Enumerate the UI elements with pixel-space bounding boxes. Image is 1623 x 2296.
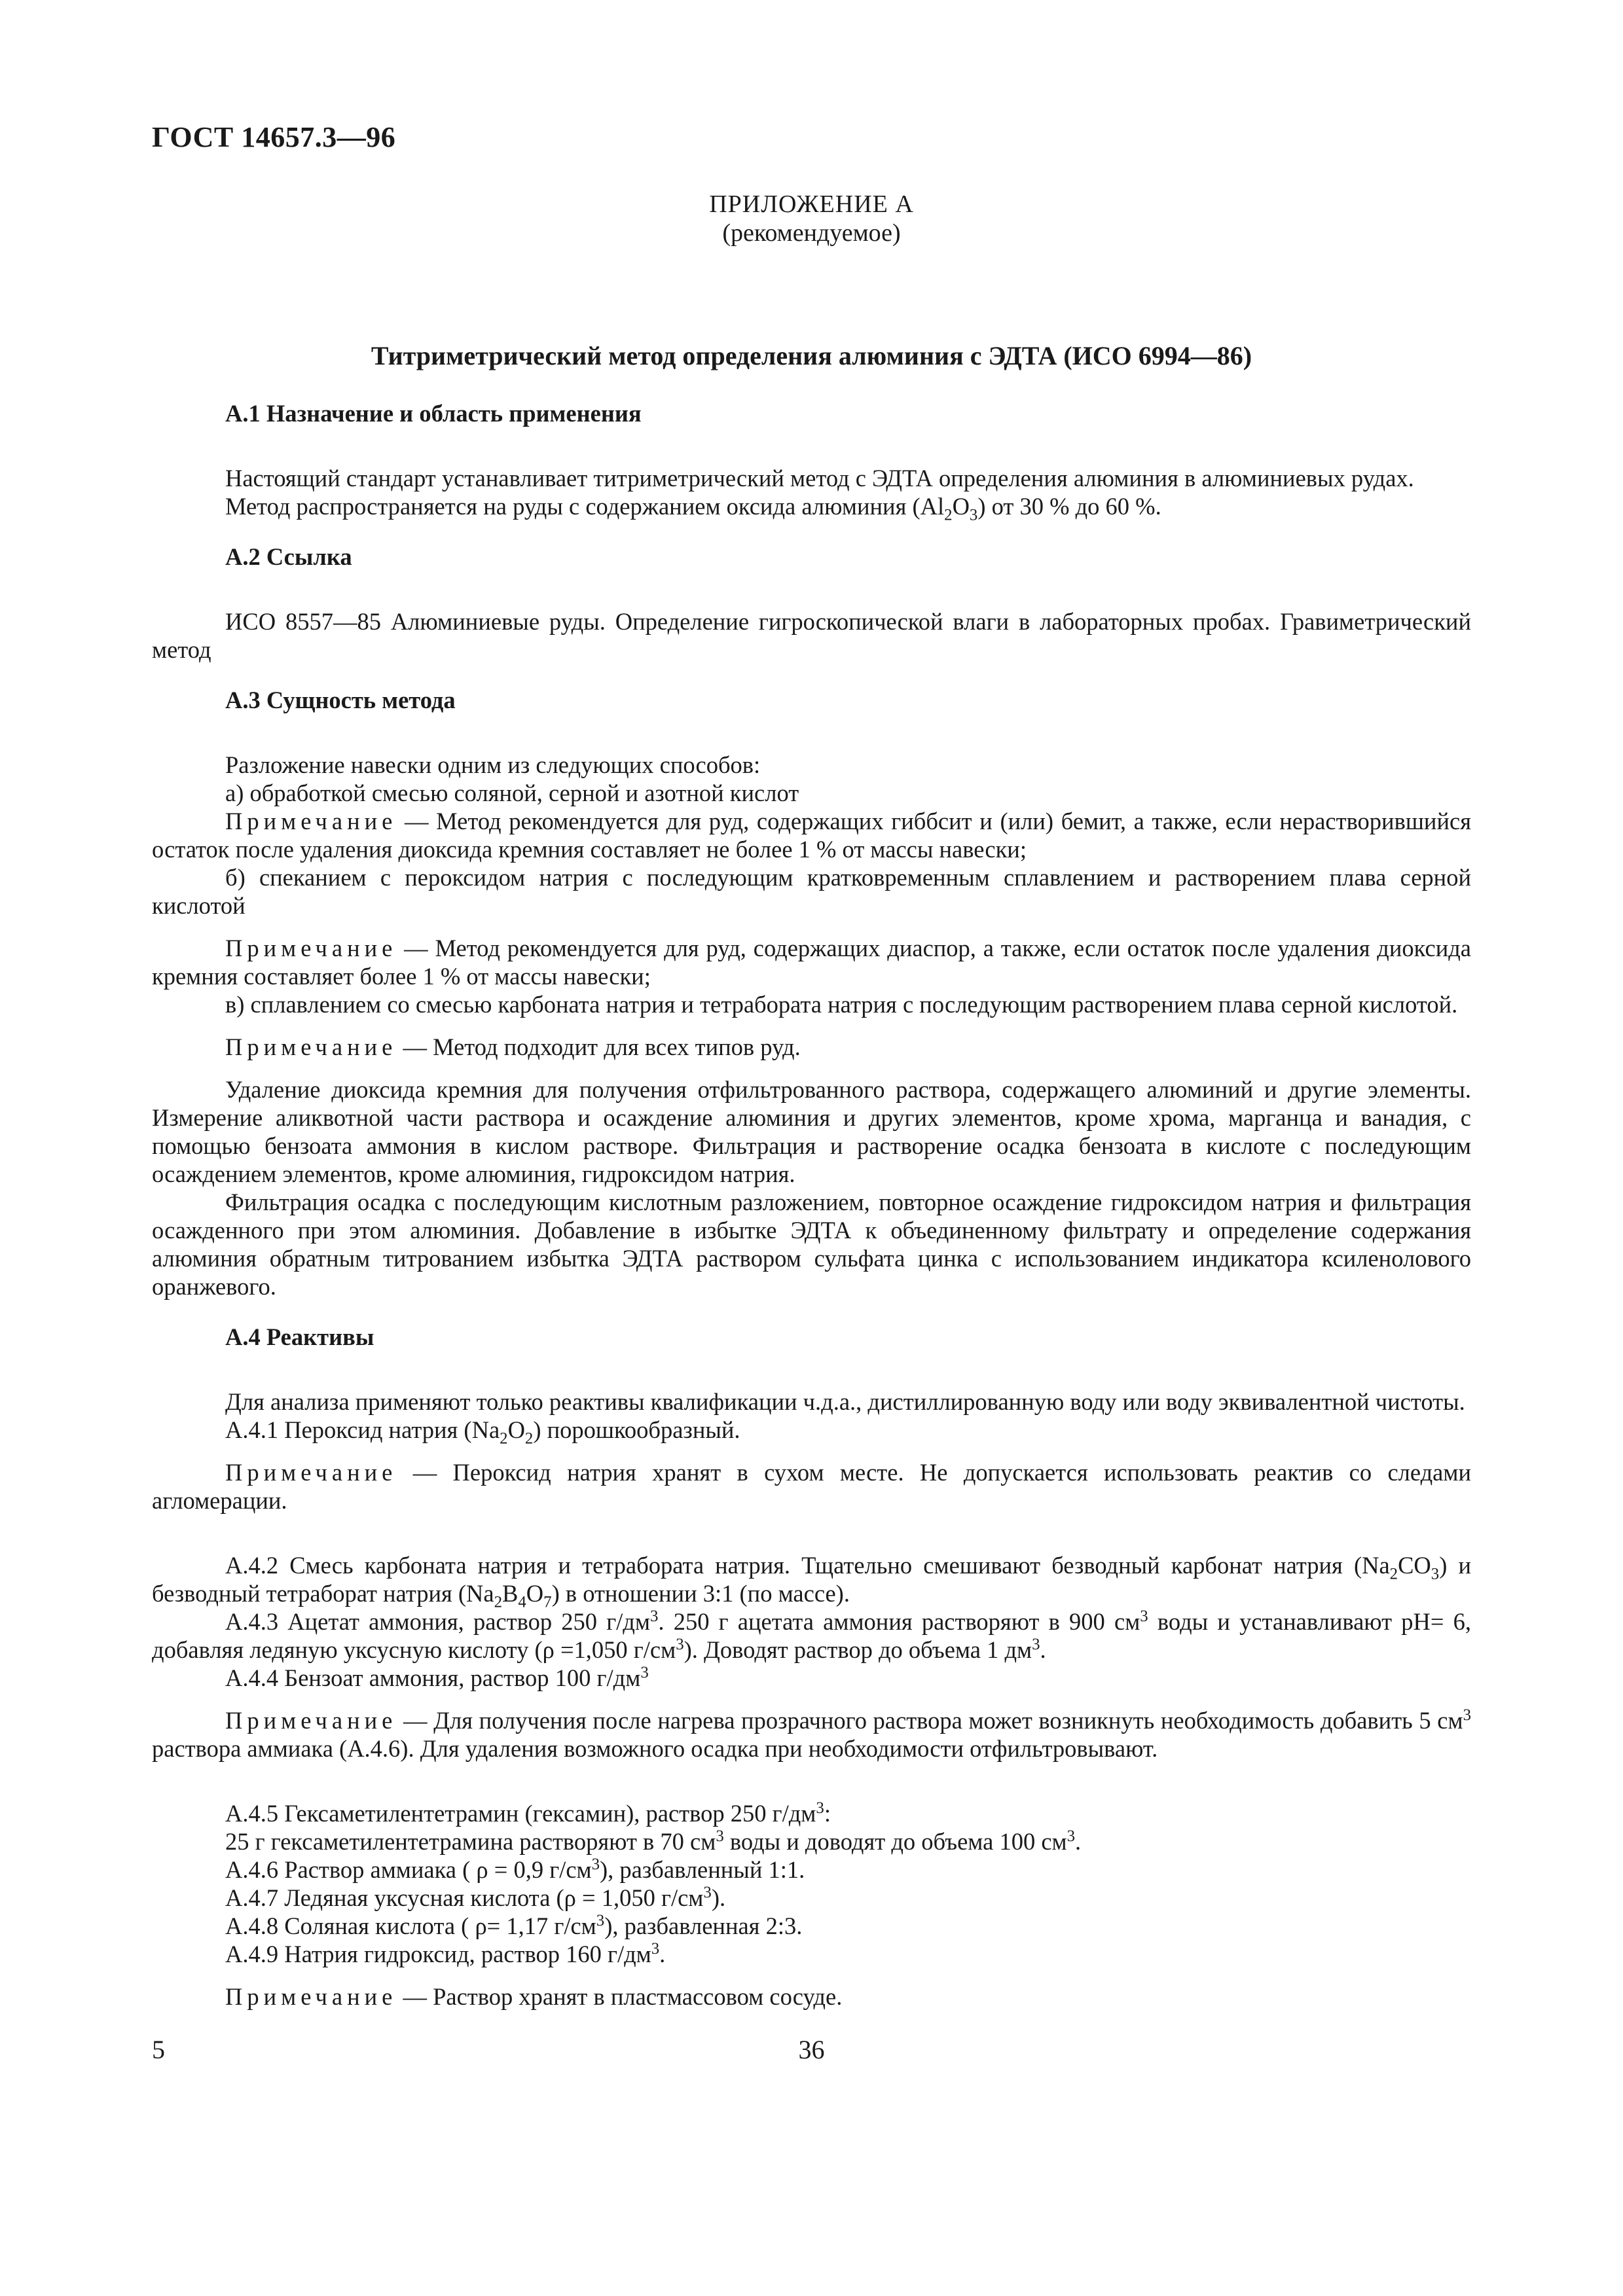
a3-item-b: б) спеканием с пероксидом натрия с последующим кратковременным сплавлением и растворением плава серной кислотой [152,864,1471,919]
a3-paragraph-1: Разложение навески одним из следующих способов: [225,751,761,778]
a4-note-1: Примечание — Пероксид натрия хранят в сухом месте. Не допускается использовать реактив со следами агломерации. [152,1459,1471,1514]
a4-item-9: А.4.9 Натрия гидроксид, раствор 160 $г/дм^3$. [225,1939,666,1967]
a3-item-c: в) сплавлением со смесью карбоната натрия и тетрабората натрия с последующим растворением плава серной кислотой. [225,991,1458,1018]
a3-item-a: а) обработкой смесью соляной, серной и азотной кислот [225,780,799,806]
a4-note-3: Примечание — Раствор хранят в пластмассовом сосуде. [225,1983,843,2010]
document-id: ГОСТ 14657.3—96 [152,121,396,153]
a4-item-3: А.4.3 Ацетат аммония, раствор 250 $г/дм^3$. 250 г ацетата аммония растворяют в 900 $см^3$ воды и устанавливают рН= 6, добавляя ледяную уксусную кислоту (ρ =1,050 $г/см^3$). Доводят раствор до объема 1 $дм^3$. [152,1607,1471,1663]
a4-item-5: А.4.5 Гексаметилентетрамин (гексамин), раствор 250 $г/дм^3$: [225,1799,831,1827]
section-heading-a2: А.2 Ссылка [225,543,352,570]
appendix-title: ПРИЛОЖЕНИЕ А [709,190,914,218]
a4-item-5-line-2: 25 г гексаметилентетрамина растворяют в 70 $см^3$ воды и доводят до объема 100 $см^3$. [225,1827,1082,1855]
a4-item-2: А.4.2 Смесь карбоната натрия и тетрабората натрия. Тщательно смешивают безводный карбонат натрия $(Na_2CO_3)$ и безводный тетраборат натрия $(Na_2B_4O_7)$ в отношении 3:1 (по массе). [152,1552,1471,1611]
a4-item-4: А.4.4 Бензоат аммония, раствор 100 $г/дм^3$ [225,1663,649,1691]
appendix-subtitle: (рекомендуемое) [722,219,901,247]
footer-left-number: 5 [152,2035,165,2064]
a1-paragraph-2: Метод распространяется на руды с содержанием оксида алюминия $(Al_2O_3)$ от 30 % до 60 %. [225,493,1161,524]
document-body [152,399,1471,2011]
a3-note-2: Примечание — Метод рекомендуется для руд, содержащих диаспор, а также, если остаток после удаления диоксида кремния составляет более 1 % от массы навески; [152,935,1471,990]
a4-note-2: Примечание — Для получения после нагрева прозрачного раствора может возникнуть необходимость добавить 5 $см^3$ раствора аммиака (А.4.6). Для удаления возможного осадка при необходимости отфильтровывают. [152,1706,1471,1762]
page-number: 36 [798,2035,825,2064]
section-heading-a3: А.3 Сущность метода [225,687,456,713]
a3-paragraph-5: Удаление диоксида кремния для получения отфильтрованного раствора, содержащего алюминий и другие элементы. Измерение аликвотной части раствора и осаждение алюминия и других элементов, кроме хрома, марганца и ванадия, с помощью бензоата аммония в кислом растворе. Фильтрация и растворение осадка бензоата в кислоте с последующим осаждением элементов, кроме алюминия, гидроксидом натрия. [152,1076,1471,1187]
a3-paragraph-6: Фильтрация осадка с последующим кислотным разложением, повторное осаждение гидроксидом натрия и фильтрация осажденного при этом алюминия. Добавление в избытке ЭДТА к объединенному фильтрату и определение содержания алюминия обратным титрованием избытка ЭДТА раствором сульфата цинка с использованием индикатора ксиленолового оранжевого. [152,1189,1471,1300]
a4-item-7: А.4.7 Ледяная уксусная кислота (ρ = 1,050 $г/см^3$). [225,1883,726,1911]
a4-item-8: А.4.8 Соляная кислота ( ρ= 1,17 $г/см^3$), разбавленная 2:3. [225,1911,803,1939]
method-title: Титриметрический метод определения алюминия с ЭДТА (ИСО 6994—86) [371,341,1252,370]
section-heading-a1: А.1 Назначение и область применения [225,400,642,427]
a2-paragraph-1: ИСО 8557—85 Алюминиевые руды. Определение гигроскопической влаги в лабораторных пробах. Гравиметрический метод [152,608,1471,663]
a4-item-1: А.4.1 Пероксид натрия $(Na_2O_2)$ порошкообразный. [225,1416,740,1448]
a1-paragraph-1: Настоящий стандарт устанавливает титриметрический метод с ЭДТА определения алюминия в алюминиевых рудах. [225,465,1414,492]
section-heading-a4: А.4 Реактивы [225,1323,374,1350]
a4-item-6: А.4.6 Раствор аммиака ( ρ = 0,9 $г/см^3$), разбавленный 1:1. [225,1855,805,1883]
a4-paragraph-1: Для анализа применяют только реактивы квалификации ч.д.а., дистиллированную воду или воду эквивалентной чистоты. [225,1388,1465,1415]
a3-note-1: Примечание — Метод рекомендуется для руд, содержащих гиббсит и (или) бемит, а также, если нерастворившийся остаток после удаления диоксида кремния составляет не более 1 % от массы навески; [152,808,1471,863]
a3-note-3: Примечание — Метод подходит для всех типов руд. [225,1033,801,1060]
